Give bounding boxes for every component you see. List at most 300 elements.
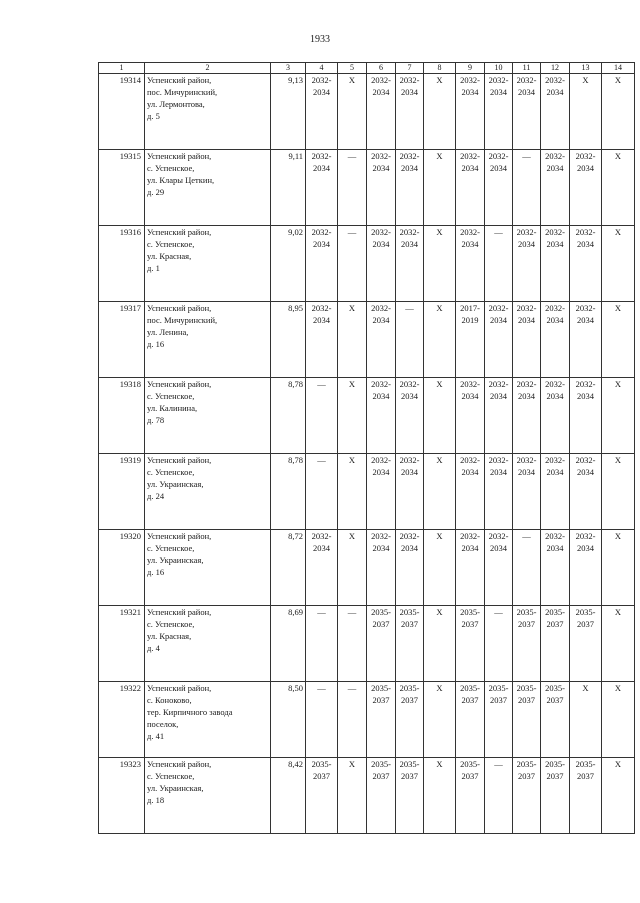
period-line: 2032- xyxy=(460,379,480,389)
score-cell: 8,72 xyxy=(271,530,306,606)
period-cell xyxy=(396,682,424,758)
period-line: 2035- xyxy=(311,759,332,769)
score-cell: 8,78 xyxy=(271,378,306,454)
period-line: 2032- xyxy=(311,227,332,237)
address-line: Успенский район, xyxy=(147,607,212,617)
row-id: 19319 xyxy=(99,454,145,530)
period-line: 2032- xyxy=(460,151,480,161)
column-number: 6 xyxy=(367,63,396,74)
period-cell xyxy=(485,454,513,530)
period-line: 2037 xyxy=(461,695,479,705)
period-line: 2037 xyxy=(401,619,418,629)
period-line: 2037 xyxy=(372,771,390,781)
column-number: 8 xyxy=(424,63,456,74)
address-cell xyxy=(145,682,271,758)
period-cell xyxy=(485,758,513,834)
address-line: ул. Красная, xyxy=(147,631,192,641)
period-cell xyxy=(456,530,485,606)
period-line: X xyxy=(582,75,589,85)
period-line: 2032- xyxy=(371,531,391,541)
period-cell xyxy=(424,758,456,834)
address-line: ул. Украинская, xyxy=(147,555,204,565)
period-line: 2034 xyxy=(518,315,535,325)
table-row xyxy=(99,454,635,530)
period-line: — xyxy=(317,683,326,693)
row-id: 19317 xyxy=(99,302,145,378)
period-cell xyxy=(424,226,456,302)
period-line: 2037 xyxy=(546,619,564,629)
period-cell xyxy=(513,302,541,378)
period-line: 2034 xyxy=(577,163,594,173)
period-line: 2034 xyxy=(490,467,507,477)
period-line: X xyxy=(614,379,622,389)
address-line: ул. Ленина, xyxy=(147,327,189,337)
address-line: с. Успенское, xyxy=(147,619,195,629)
period-line: 2035- xyxy=(488,683,509,693)
score-cell: 8,69 xyxy=(271,606,306,682)
period-line: 2034 xyxy=(546,467,564,477)
period-cell xyxy=(513,74,541,150)
address-line: с. Коноково, xyxy=(147,695,192,705)
period-cell xyxy=(338,454,367,530)
period-line: 2034 xyxy=(401,87,418,97)
period-line: X xyxy=(348,759,356,769)
address-line: д. 1 xyxy=(147,263,160,273)
period-line: 2032- xyxy=(371,227,391,237)
period-line: 2032- xyxy=(488,151,509,161)
period-cell xyxy=(424,302,456,378)
period-line: 2032- xyxy=(516,455,537,465)
period-line: 2034 xyxy=(313,315,330,325)
address-line: д. 18 xyxy=(147,795,165,805)
period-cell xyxy=(338,530,367,606)
period-cell xyxy=(367,530,396,606)
score-cell: 9,02 xyxy=(271,226,306,302)
period-line: X xyxy=(614,75,622,85)
period-cell xyxy=(424,606,456,682)
period-line: 2034 xyxy=(401,163,418,173)
period-cell xyxy=(541,530,570,606)
period-cell xyxy=(338,226,367,302)
period-line: 2035- xyxy=(516,607,537,617)
period-cell xyxy=(485,150,513,226)
period-line: 2034 xyxy=(577,467,594,477)
period-line: 2034 xyxy=(372,163,390,173)
period-cell xyxy=(570,150,602,226)
period-line: X xyxy=(348,75,356,85)
address-line: тер. Кирпичного завода xyxy=(147,707,233,717)
period-cell xyxy=(338,682,367,758)
address-line: Успенский район, xyxy=(147,75,212,85)
period-line: 2032- xyxy=(460,455,480,465)
address-line: д. 5 xyxy=(147,111,160,121)
period-line: 2035- xyxy=(460,759,480,769)
period-line: 2034 xyxy=(461,163,479,173)
period-line: 2037 xyxy=(313,771,330,781)
period-line: 2035- xyxy=(575,759,596,769)
period-cell xyxy=(306,226,338,302)
period-cell xyxy=(570,74,602,150)
score-cell: 8,50 xyxy=(271,682,306,758)
period-line: 2034 xyxy=(461,239,479,249)
period-line: 2037 xyxy=(490,695,507,705)
period-line: 2032- xyxy=(460,227,480,237)
address-line: Успенский район, xyxy=(147,759,212,769)
period-cell xyxy=(424,454,456,530)
address-cell xyxy=(145,150,271,226)
period-line: 2032- xyxy=(399,75,420,85)
period-cell xyxy=(338,758,367,834)
period-line: 2032- xyxy=(575,455,596,465)
period-cell xyxy=(306,530,338,606)
period-line: 2034 xyxy=(518,239,535,249)
period-line: — xyxy=(347,607,357,617)
score-cell: 9,11 xyxy=(271,150,306,226)
period-line: 2034 xyxy=(546,315,564,325)
period-cell xyxy=(396,302,424,378)
period-line: 2032- xyxy=(460,531,480,541)
period-line: 2032- xyxy=(516,227,537,237)
period-cell xyxy=(513,150,541,226)
period-cell xyxy=(456,758,485,834)
period-line: 2035- xyxy=(516,683,537,693)
period-line: 2037 xyxy=(461,771,479,781)
period-cell xyxy=(396,150,424,226)
period-line: 2032- xyxy=(399,227,420,237)
column-number: 12 xyxy=(541,63,570,74)
period-line: 2034 xyxy=(577,239,594,249)
period-cell xyxy=(541,606,570,682)
period-cell xyxy=(424,150,456,226)
address-line: пос. Мичуринский, xyxy=(147,315,218,325)
period-cell xyxy=(306,606,338,682)
address-line: с. Успенское, xyxy=(147,467,195,477)
period-line: 2034 xyxy=(313,543,330,553)
address-line: пос. Мичуринский, xyxy=(147,87,218,97)
address-line: д. 16 xyxy=(147,339,165,349)
address-line: ул. Клары Цеткин, xyxy=(147,175,215,185)
table-row xyxy=(99,530,635,606)
period-line: 2034 xyxy=(401,391,418,401)
period-line: 2034 xyxy=(313,87,330,97)
period-cell xyxy=(456,682,485,758)
period-line: 2034 xyxy=(490,391,507,401)
period-line: 2035- xyxy=(460,683,480,693)
period-line: 2032- xyxy=(311,151,332,161)
period-cell xyxy=(367,606,396,682)
period-line: 2035- xyxy=(399,607,420,617)
period-cell xyxy=(602,454,635,530)
address-line: с. Успенское, xyxy=(147,543,195,553)
period-line: 2037 xyxy=(372,695,390,705)
period-line: 2035- xyxy=(545,683,565,693)
period-cell xyxy=(513,454,541,530)
column-number: 14 xyxy=(602,63,635,74)
period-cell xyxy=(541,378,570,454)
period-cell xyxy=(570,682,602,758)
row-id: 19316 xyxy=(99,226,145,302)
period-line: 2034 xyxy=(372,467,390,477)
period-line: 2035- xyxy=(371,759,391,769)
address-line: с. Успенское, xyxy=(147,163,195,173)
period-cell xyxy=(570,226,602,302)
period-cell xyxy=(485,682,513,758)
period-cell xyxy=(570,606,602,682)
period-line: 2032- xyxy=(545,303,565,313)
period-cell xyxy=(396,74,424,150)
period-line: 2034 xyxy=(546,87,564,97)
period-cell xyxy=(513,682,541,758)
address-line: ул. Украинская, xyxy=(147,479,204,489)
period-line: 2032- xyxy=(371,303,391,313)
period-cell xyxy=(541,682,570,758)
period-line: 2032- xyxy=(516,75,537,85)
period-line: X xyxy=(614,151,622,161)
period-line: 2037 xyxy=(401,771,418,781)
period-line: — xyxy=(317,607,326,617)
score-cell: 8,95 xyxy=(271,302,306,378)
address-line: ул. Калинина, xyxy=(147,403,198,413)
address-line: Успенский район, xyxy=(147,227,212,237)
period-line: 2034 xyxy=(518,391,535,401)
row-id: 19321 xyxy=(99,606,145,682)
period-line: 2035- xyxy=(399,683,420,693)
period-cell xyxy=(485,530,513,606)
column-number: 1 xyxy=(99,63,145,74)
table-row xyxy=(99,150,635,226)
period-line: 2034 xyxy=(546,391,564,401)
period-line: — xyxy=(494,227,503,237)
period-cell xyxy=(570,454,602,530)
address-line: Успенский район, xyxy=(147,531,212,541)
row-id: 19323 xyxy=(99,758,145,834)
period-line: — xyxy=(347,683,357,693)
period-line: 2032- xyxy=(516,303,537,313)
period-cell xyxy=(367,302,396,378)
period-cell xyxy=(456,454,485,530)
period-cell xyxy=(541,74,570,150)
period-line: X xyxy=(614,607,622,617)
period-cell xyxy=(485,226,513,302)
period-cell xyxy=(456,606,485,682)
address-line: Успенский район, xyxy=(147,683,212,693)
address-line: д. 4 xyxy=(147,643,160,653)
period-cell xyxy=(306,378,338,454)
period-line: X xyxy=(436,227,443,237)
period-cell xyxy=(485,302,513,378)
score-cell: 8,42 xyxy=(271,758,306,834)
period-line: 2032- xyxy=(575,379,596,389)
period-line: 2037 xyxy=(577,771,594,781)
period-line: X xyxy=(436,151,443,161)
period-line: 2032- xyxy=(488,379,509,389)
period-cell xyxy=(367,74,396,150)
period-line: X xyxy=(348,531,356,541)
period-line: — xyxy=(347,227,357,237)
period-line: 2032- xyxy=(545,151,565,161)
period-line: 2032- xyxy=(399,151,420,161)
period-line: 2034 xyxy=(372,315,390,325)
period-line: X xyxy=(436,607,443,617)
period-cell xyxy=(570,378,602,454)
row-id: 19315 xyxy=(99,150,145,226)
period-line: 2034 xyxy=(577,543,594,553)
period-line: X xyxy=(436,759,443,769)
period-cell xyxy=(306,682,338,758)
period-line: 2034 xyxy=(372,87,390,97)
address-line: Успенский район, xyxy=(147,455,212,465)
period-line: 2032- xyxy=(545,531,565,541)
period-line: 2034 xyxy=(372,543,390,553)
period-line: 2032- xyxy=(311,531,332,541)
period-line: 2032- xyxy=(545,455,565,465)
period-line: 2032- xyxy=(575,531,596,541)
address-line: поселок, xyxy=(147,719,179,729)
period-line: 2034 xyxy=(577,315,594,325)
period-cell xyxy=(602,530,635,606)
period-cell xyxy=(541,302,570,378)
period-cell xyxy=(306,302,338,378)
address-line: Успенский район, xyxy=(147,379,212,389)
address-cell xyxy=(145,74,271,150)
period-line: 2032- xyxy=(371,379,391,389)
period-line: 2037 xyxy=(518,619,535,629)
period-line: 2032- xyxy=(545,379,565,389)
column-number: 10 xyxy=(485,63,513,74)
address-cell xyxy=(145,378,271,454)
period-line: — xyxy=(522,151,531,161)
period-line: 2032- xyxy=(399,531,420,541)
period-line: 2032- xyxy=(516,379,537,389)
period-cell xyxy=(456,150,485,226)
row-id: 19314 xyxy=(99,74,145,150)
period-line: 2037 xyxy=(577,619,594,629)
column-number: 11 xyxy=(513,63,541,74)
period-line: — xyxy=(494,607,503,617)
period-line: X xyxy=(436,683,443,693)
address-line: д. 24 xyxy=(147,491,165,501)
period-line: 2034 xyxy=(490,315,507,325)
address-line: д. 29 xyxy=(147,187,165,197)
period-cell xyxy=(338,150,367,226)
period-cell xyxy=(424,378,456,454)
period-line: X xyxy=(348,455,356,465)
period-line: 2034 xyxy=(372,391,390,401)
column-number: 4 xyxy=(306,63,338,74)
column-number-row xyxy=(99,63,635,74)
period-line: 2032- xyxy=(488,75,509,85)
period-line: 2034 xyxy=(461,391,479,401)
period-line: 2034 xyxy=(490,543,507,553)
period-cell xyxy=(513,606,541,682)
period-line: 2037 xyxy=(546,771,564,781)
address-line: Успенский район, xyxy=(147,151,212,161)
period-cell xyxy=(541,454,570,530)
period-cell xyxy=(570,302,602,378)
period-line: 2034 xyxy=(490,163,507,173)
period-line: X xyxy=(348,303,356,313)
period-line: 2032- xyxy=(575,227,596,237)
row-id: 19322 xyxy=(99,682,145,758)
period-cell xyxy=(541,758,570,834)
period-cell xyxy=(602,682,635,758)
address-cell xyxy=(145,530,271,606)
period-line: 2037 xyxy=(518,771,535,781)
period-line: — xyxy=(317,455,326,465)
period-line: 2035- xyxy=(545,759,565,769)
period-cell xyxy=(367,150,396,226)
period-cell xyxy=(367,758,396,834)
period-cell xyxy=(456,378,485,454)
row-id: 19318 xyxy=(99,378,145,454)
period-cell xyxy=(367,226,396,302)
period-line: 2032- xyxy=(488,531,509,541)
column-number: 13 xyxy=(570,63,602,74)
period-cell xyxy=(396,454,424,530)
address-line: с. Успенское, xyxy=(147,391,195,401)
period-line: X xyxy=(614,683,622,693)
period-cell xyxy=(306,150,338,226)
period-line: 2034 xyxy=(461,467,479,477)
period-line: 2035- xyxy=(399,759,420,769)
table-row xyxy=(99,226,635,302)
period-cell xyxy=(570,758,602,834)
address-cell xyxy=(145,758,271,834)
period-line: X xyxy=(614,759,622,769)
period-line: 2032- xyxy=(399,379,420,389)
period-cell xyxy=(513,758,541,834)
period-cell xyxy=(367,682,396,758)
period-line: X xyxy=(436,531,443,541)
table-row xyxy=(99,378,635,454)
period-line: 2034 xyxy=(313,239,330,249)
period-cell xyxy=(396,530,424,606)
period-cell xyxy=(570,530,602,606)
table-row xyxy=(99,74,635,150)
period-line: 2032- xyxy=(371,151,391,161)
period-line: 2032- xyxy=(575,151,596,161)
period-line: 2034 xyxy=(372,239,390,249)
period-cell xyxy=(541,226,570,302)
period-line: 2034 xyxy=(490,87,507,97)
page-number: 1933 xyxy=(310,34,330,45)
period-line: 2034 xyxy=(461,543,479,553)
column-number: 2 xyxy=(145,63,271,74)
period-line: 2032- xyxy=(575,303,596,313)
period-cell xyxy=(602,74,635,150)
period-line: 2034 xyxy=(577,391,594,401)
period-line: 2032- xyxy=(399,455,420,465)
period-line: 2034 xyxy=(401,239,418,249)
period-line: X xyxy=(582,683,589,693)
period-line: X xyxy=(614,531,622,541)
period-cell xyxy=(396,606,424,682)
period-line: — xyxy=(522,531,531,541)
period-cell xyxy=(485,378,513,454)
period-line: 2035- xyxy=(371,683,391,693)
period-line: 2019 xyxy=(461,315,479,325)
column-number: 3 xyxy=(271,63,306,74)
column-number: 9 xyxy=(456,63,485,74)
period-line: 2017- xyxy=(460,303,480,313)
period-cell xyxy=(513,530,541,606)
period-line: 2032- xyxy=(371,455,391,465)
address-line: д. 78 xyxy=(147,415,165,425)
period-line: — xyxy=(405,303,414,313)
period-cell xyxy=(306,74,338,150)
period-cell xyxy=(424,74,456,150)
period-cell xyxy=(306,454,338,530)
